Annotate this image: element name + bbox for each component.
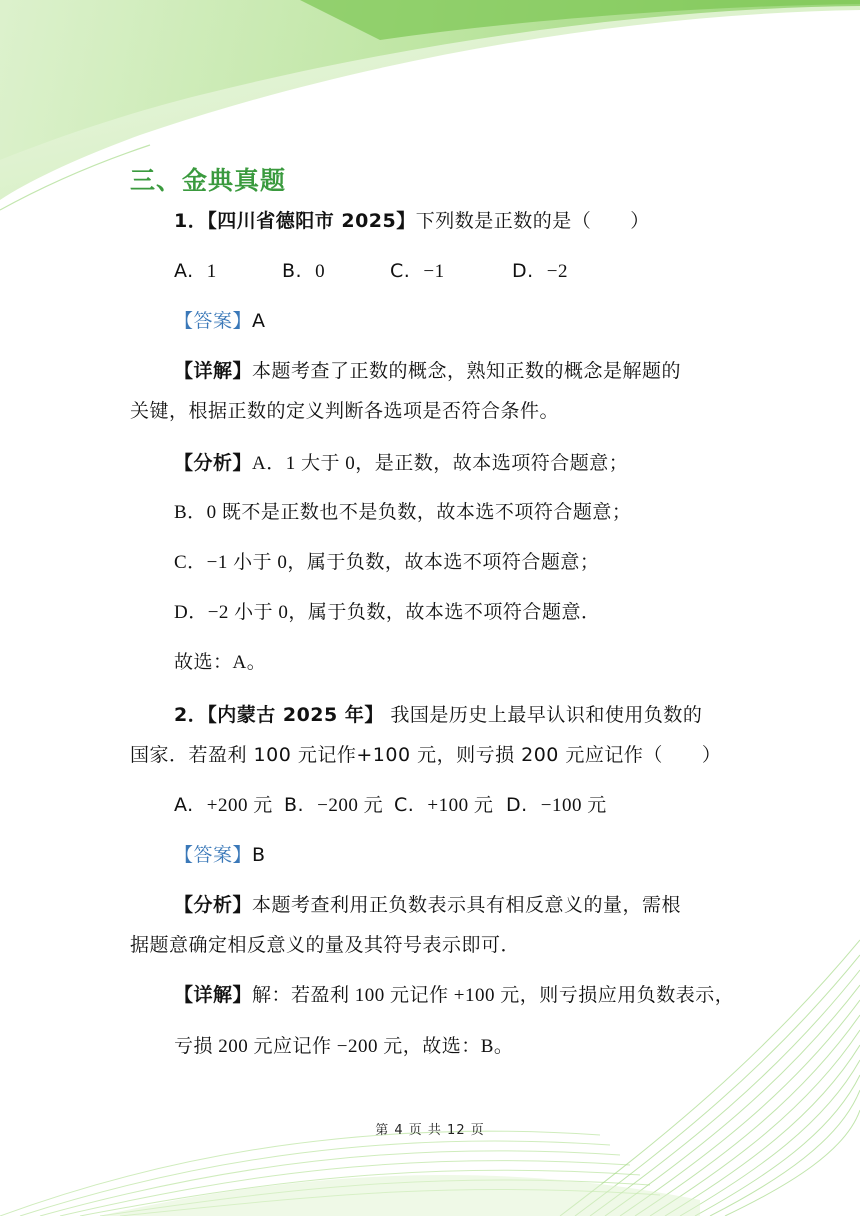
question-2-number: 2． [174, 704, 208, 726]
answer-tag: 【答案】 [174, 310, 253, 332]
question-2-stem-line-1: 2．【内蒙古 2025 年】 我国是历史上最早认识和使用负数的 [174, 704, 703, 726]
analysis-tag: 【分析】 [174, 452, 253, 474]
question-1-number: 1． [174, 210, 208, 232]
question-2-source: 【内蒙古 2025 年】 [207, 704, 384, 726]
q2-option-d: D. −100 元 [506, 794, 607, 816]
section-title: 三、金典真题 [130, 166, 287, 195]
question-1-analysis-line-1: 【分析】A．1 大于 0，是正数，故本选项符合题意； [174, 452, 629, 474]
question-1-analysis-line-2: B．0 既不是正数也不是负数，故本选不项符合题意； [174, 502, 632, 523]
question-1-source: 【四川省德阳市 2025】 [207, 210, 416, 232]
question-1-analysis-line-4: D．−2 小于 0，属于负数，故本选不项符合题意． [174, 602, 601, 623]
answer-value: A [252, 310, 266, 332]
question-1-text: 下列数是正数的是（ ） [415, 210, 650, 232]
detail-tag: 【详解】 [174, 984, 253, 1006]
question-1-conclusion: 故选：A。 [174, 652, 267, 673]
question-1-answer [174, 309, 732, 333]
q2-option-b: B. −200 元 [284, 794, 384, 816]
question-1-analysis-line-3: C．−1 小于 0，属于负数，故本选不项符合题意； [174, 552, 600, 573]
answer-value: B [252, 844, 266, 866]
question-1-detail-line-2: 关键，根据正数的定义判断各选项是否符合条件。 [130, 400, 560, 422]
question-2-detail-line-2: 亏损 200 元应记作 −200 元，故选：B。 [174, 1036, 514, 1057]
analysis-tag: 【分析】 [174, 894, 253, 916]
question-1-detail-line-1: 【详解】本题考查了正数的概念，熟知正数的概念是解题的 [174, 360, 682, 382]
q1-option-b: B. 0 [282, 260, 326, 282]
detail-tag: 【详解】 [174, 360, 253, 382]
q1-option-c: C. −1 [390, 260, 445, 282]
page-footer: 第 4 页 共 12 页 [375, 1123, 485, 1138]
q1-option-d: D. −2 [512, 260, 568, 282]
question-2-options [174, 793, 732, 818]
question-2-detail-line-1: 【详解】解：若盈利 100 元记作 +100 元，则亏损应用负数表示， [174, 984, 735, 1006]
q2-option-a: A. +200 元 [174, 794, 273, 816]
question-2-analysis-line-2: 据题意确定相反意义的量及其符号表示即可． [130, 934, 521, 956]
question-2-stem-line-2: 国家．若盈利 100 元记作+100 元，则亏损 200 元应记作（ ） [130, 744, 722, 766]
question-1-stem [174, 209, 732, 233]
question-2-answer [174, 843, 732, 867]
q2-option-c: C. +100 元 [394, 794, 494, 816]
answer-tag: 【答案】 [174, 844, 253, 866]
q1-option-a: A. 1 [174, 260, 217, 282]
question-2-analysis-line-1: 【分析】本题考查利用正负数表示具有相反意义的量，需根 [174, 894, 682, 916]
question-1-options [174, 259, 732, 284]
